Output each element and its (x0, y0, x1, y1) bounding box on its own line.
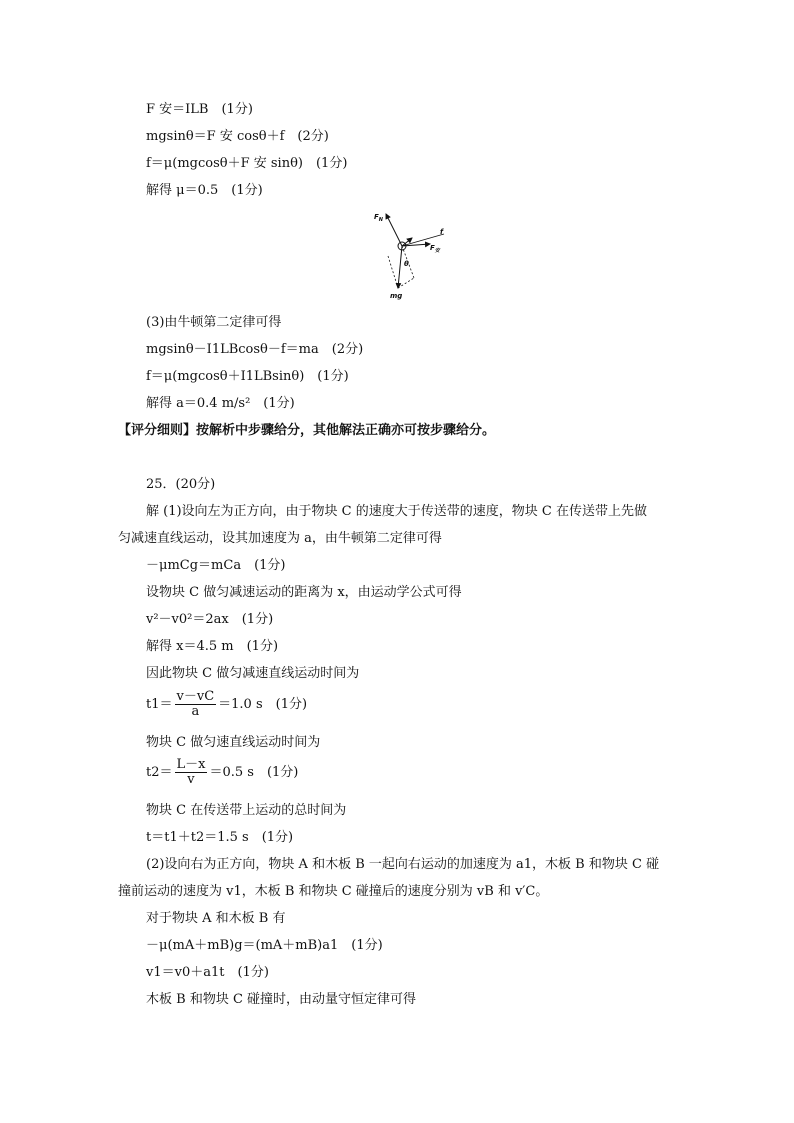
normal-force-arrow (386, 214, 402, 246)
gravity-arrow (398, 246, 402, 288)
q25-paragraph-1b: 匀减速直线运动，设其加速度为 a，由牛顿第二定律可得 (118, 531, 442, 546)
q25-eq8: v1＝v0＋a1t (1分) (146, 965, 269, 980)
q25-paragraph-6b: 撞前运动的速度为 v1，木板 B 和物块 C 碰撞后的速度分别为 vB 和 v′C。 (118, 884, 549, 899)
theta-label: θ (404, 260, 409, 268)
q25-paragraph-2: 设物块 C 做匀减速运动的距离为 x，由运动学公式可得 (146, 585, 462, 600)
q25-eq2: v²－v0²＝2ax (1分) (146, 612, 274, 627)
component-dashed-3 (398, 278, 414, 288)
fraction-t2: $\frac{L-x}{v}$ (176, 757, 206, 787)
q25-eq1: －μmCg＝mCa (1分) (146, 558, 286, 573)
q25-eq4: t1＝ $\frac{v-vC}{a}$ ＝1.0 s (1分) (146, 689, 308, 719)
q25-eq6: t＝t1＋t2＝1.5 s (1分) (146, 830, 294, 845)
equation-force-balance: mgsinθ＝F 安 cosθ＋f (2分) (146, 129, 329, 144)
q25-paragraph-3: 因此物块 C 做匀减速直线运动时间为 (146, 666, 360, 681)
equation-friction: f＝μ(mgcosθ＋F 安 sinθ) (1分) (146, 156, 348, 171)
fraction-t1: $\frac{v-vC}{a}$ (176, 689, 215, 719)
equation-ampere-force: F 安＝ILB (1分) (146, 102, 253, 117)
equation-newton: mgsinθ－I1LBcosθ－f＝ma (2分) (146, 342, 364, 357)
q25-paragraph-1a: 解 (1)设向左为正方向，由于物块 C 的速度大于传送带的速度，物块 C 在传送带上先做 (146, 504, 647, 519)
q25-paragraph-4: 物块 C 做匀速直线运动时间为 (146, 735, 321, 750)
ampere-force-label: $F_安$ (430, 244, 440, 254)
equation-a-result: 解得 a＝0.4 m/s² (1分) (146, 396, 295, 411)
question-25-header: 25．(20分) (146, 477, 216, 492)
q25-eq3: 解得 x＝4.5 m (1分) (146, 639, 279, 654)
equation-friction-2: f＝μ(mgcosθ＋I1LBsinθ) (1分) (146, 369, 349, 384)
q25-paragraph-7: 对于物块 A 和木板 B 有 (146, 911, 286, 926)
equation-mu-result: 解得 μ＝0.5 (1分) (146, 183, 263, 198)
q25-paragraph-6a: (2)设向右为正方向，物块 A 和木板 B 一起向右运动的加速度为 a1，木板 B 和物块 C 碰 (146, 857, 660, 872)
force-diagram (368, 208, 458, 304)
component-dashed-2 (388, 256, 398, 288)
gravity-label: mg (390, 292, 403, 300)
q25-eq7: －μ(mA＋mB)g＝(mA＋mB)a1 (1分) (146, 938, 383, 953)
q25-eq5: t2＝ $\frac{L-x}{v}$ ＝0.5 s (1分) (146, 757, 299, 787)
newton-second-law-line: (3)由牛顿第二定律可得 (146, 315, 282, 330)
normal-force-label: $F_N$ (374, 213, 383, 223)
q25-paragraph-8: 木板 B 和物块 C 碰撞时，由动量守恒定律可得 (146, 992, 417, 1007)
scoring-rule: 【评分细则】按解析中步骤给分，其他解法正确亦可按步骤给分。 (118, 423, 496, 438)
q25-paragraph-5: 物块 C 在传送带上运动的总时间为 (146, 803, 347, 818)
friction-label: f (440, 228, 444, 236)
